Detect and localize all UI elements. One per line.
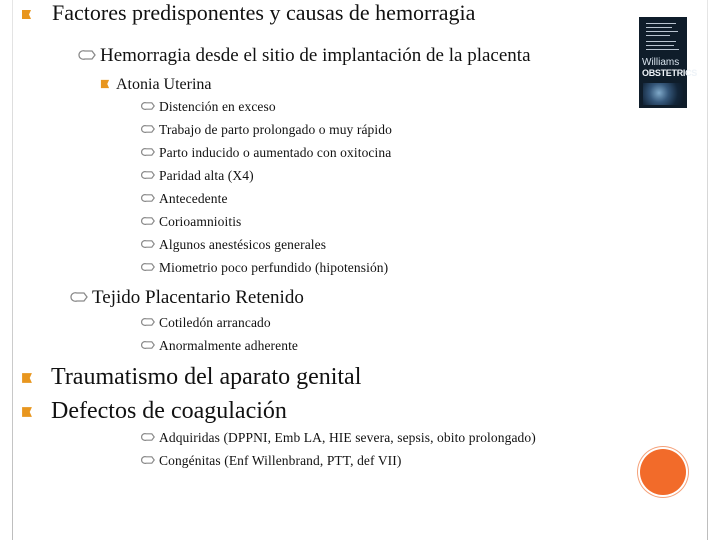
williams-obstetrics-book-cover <box>639 17 698 108</box>
arrow-bullet-icon <box>140 430 155 446</box>
bullet-text: Adquiridas (DPPNI, Emb LA, HIE severa, sepsis, obito prolongado) <box>159 430 536 445</box>
arrow-bullet-icon <box>140 191 155 207</box>
bullet-text: Trabajo de parto prolongado o muy rápido <box>159 122 392 137</box>
bullet-text: Factores predisponentes y causas de hemorragia <box>52 0 476 25</box>
bullet-text: Distención en exceso <box>159 99 276 114</box>
arrow-bullet-icon <box>140 168 155 184</box>
bullet-text: Tejido Placentario Retenido <box>92 287 304 308</box>
bullet-item-level3 <box>140 189 228 209</box>
bullet-text: Anormalmente adherente <box>159 338 299 353</box>
bullet-text: Traumatismo del aparato genital <box>51 363 362 390</box>
bullet-item-level3 <box>140 336 298 356</box>
bullet-item-level3 <box>140 143 391 163</box>
slide-frame-right <box>707 0 708 540</box>
bullet-item-level0 <box>21 0 475 26</box>
decorative-orange-circle <box>640 449 686 495</box>
bullet-item-level3 <box>140 313 271 333</box>
slide-frame-left <box>12 0 13 540</box>
flag-bullet-icon <box>21 0 32 26</box>
flag-bullet-icon <box>21 398 33 425</box>
arrow-bullet-icon <box>140 122 155 138</box>
arrow-bullet-icon <box>140 453 155 469</box>
arrow-bullet-icon <box>69 287 88 309</box>
bullet-text: Hemorragia desde el sitio de implantación de la placenta <box>100 45 531 66</box>
bullet-item-level3 <box>140 428 536 448</box>
bullet-text: Corioamnioitis <box>159 214 242 229</box>
flag-bullet-icon <box>21 364 33 391</box>
bullet-text: Parto inducido o aumentado con oxitocina <box>159 145 392 160</box>
bullet-text: Cotiledón arrancado <box>159 315 271 330</box>
bullet-item-level3 <box>140 120 392 140</box>
bullet-item-level0 <box>21 396 287 426</box>
bullet-text: Congénitas (Enf Willenbrand, PTT, def VII) <box>159 453 402 468</box>
book-title-small: Williams <box>642 57 680 68</box>
bullet-text: Defectos de coagulación <box>51 397 287 424</box>
bullet-item-level3 <box>140 212 241 232</box>
book-cover-photo <box>643 83 683 105</box>
bullet-text: Algunos anestésicos generales <box>159 237 327 252</box>
bullet-item-level3 <box>140 258 388 278</box>
arrow-bullet-icon <box>77 45 96 67</box>
arrow-bullet-icon <box>140 145 155 161</box>
arrow-bullet-icon <box>140 338 155 354</box>
arrow-bullet-icon <box>140 237 155 253</box>
book-title-large: OBSTETRICS <box>642 68 698 78</box>
flag-bullet-icon <box>100 76 110 94</box>
arrow-bullet-icon <box>140 214 155 230</box>
arrow-bullet-icon <box>140 260 155 276</box>
bullet-text: Antecedente <box>159 191 228 206</box>
bullet-item-level1 <box>77 44 531 68</box>
bullet-item-level0 <box>21 362 361 392</box>
bullet-text: Atonia Uterina <box>116 76 212 93</box>
bullet-item-level2 <box>100 74 212 96</box>
arrow-bullet-icon <box>140 315 155 331</box>
bullet-text: Miometrio poco perfundido (hipotensión) <box>159 260 389 275</box>
bullet-item-level3 <box>140 97 276 117</box>
bullet-item-level3 <box>140 451 401 471</box>
bullet-item-level1 <box>69 286 304 310</box>
bullet-item-level3 <box>140 166 254 186</box>
arrow-bullet-icon <box>140 99 155 115</box>
bullet-item-level3 <box>140 235 326 255</box>
bullet-text: Paridad alta (X4) <box>159 168 254 183</box>
